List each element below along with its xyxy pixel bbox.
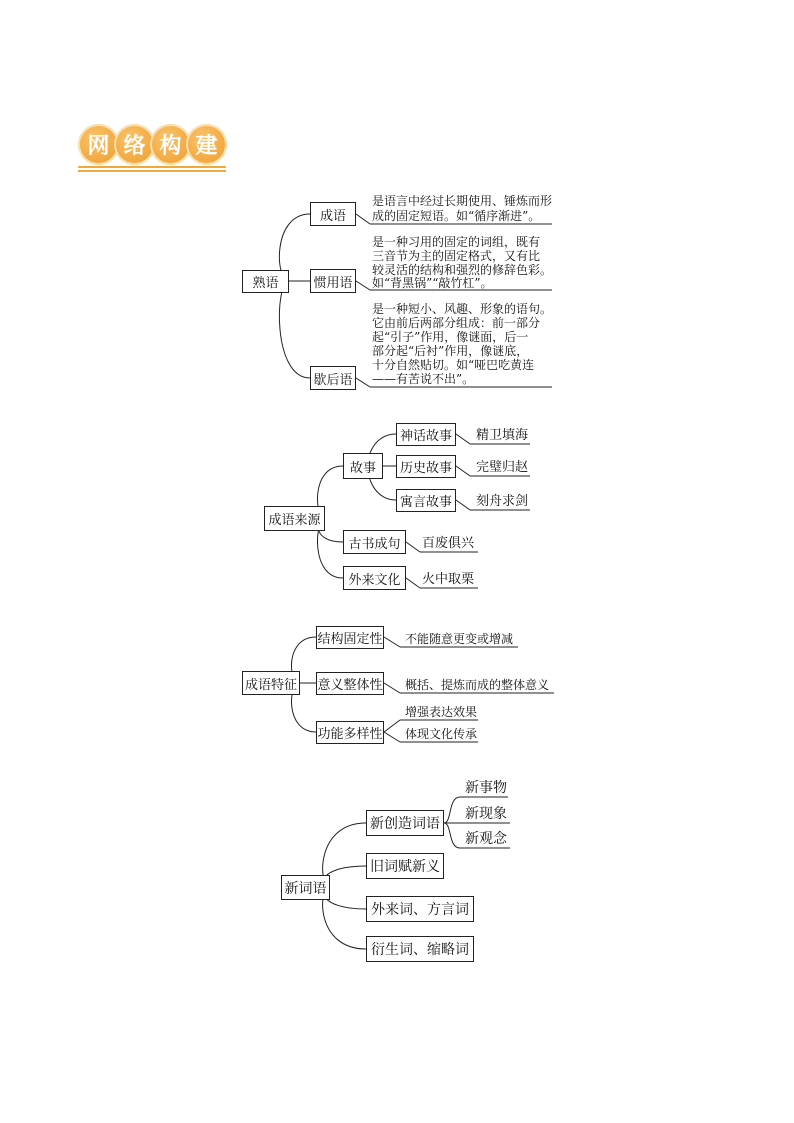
map4-node-old-new: 旧词赋新义 (366, 853, 444, 879)
map1-desc-line: 是一种短小、风趣、形象的语句。 (372, 302, 553, 316)
map3-desc: 概括、提炼而成的整体意义 (405, 678, 550, 692)
map3-node-function: 功能多样性 (316, 721, 384, 744)
map3-desc: 体现文化传承 (405, 727, 478, 741)
map1-desc-line: 三音节为主的固定格式，又有比 (372, 249, 541, 263)
header-char-1: 网 (78, 124, 119, 165)
map2-node-foreign: 外来文化 (343, 566, 406, 590)
map2-root: 成语来源 (264, 506, 325, 531)
map2-example: 刻舟求剑 (476, 494, 529, 509)
map4-node-derived: 衍生词、缩略词 (366, 936, 474, 962)
map2-node-myth: 神话故事 (396, 423, 456, 446)
header-char-4: 建 (186, 124, 227, 165)
map3-desc: 增强表达效果 (405, 705, 478, 719)
map3-root: 成语特征 (242, 671, 300, 695)
map1-desc-line: 起“引子”作用，像谜面，后一 (372, 330, 529, 344)
map1-desc-line: 成的固定短语。如“循序渐进”。 (372, 209, 541, 223)
map2-node-fable: 寓言故事 (396, 489, 456, 512)
map4-created-item: 新观念 (465, 831, 507, 847)
map3-node-meaning: 意义整体性 (316, 672, 384, 695)
map4-node-loan-dialect: 外来词、方言词 (366, 896, 474, 922)
map1-desc-line: 较灵活的结构和强烈的修辞色彩。 (372, 263, 553, 277)
map2-node-history: 历史故事 (396, 455, 456, 478)
map4-root: 新词语 (281, 875, 330, 900)
map1-desc-line: 部分起“后衬”作用，像谜底， (372, 344, 529, 358)
map1-root: 熟语 (242, 270, 289, 293)
map2-example: 百废俱兴 (422, 536, 475, 551)
map4-created-item: 新现象 (465, 806, 507, 822)
map3-node-structure: 结构固定性 (316, 626, 384, 649)
map4-created-item: 新事物 (465, 780, 507, 796)
header-char-3: 构 (150, 124, 191, 165)
map1-desc-line: 是一种习用的固定的词组，既有 (372, 235, 541, 249)
map1-node-guanyongyu: 惯用语 (310, 269, 356, 293)
map2-example: 精卫填海 (476, 428, 529, 443)
map3-desc: 不能随意更变或增减 (405, 632, 514, 646)
map2-node-ancient: 古书成句 (343, 530, 406, 554)
map2-example: 火中取栗 (422, 572, 475, 587)
map4-node-created: 新创造词语 (366, 810, 444, 836)
map1-desc-line: ——有苦说不出”。 (372, 372, 475, 386)
map1-desc-line: 如“背黑锅”“敲竹杠”。 (372, 276, 493, 290)
map1-node-xiehouyu: 歇后语 (310, 366, 356, 390)
header-char-2: 络 (114, 124, 155, 165)
map1-node-chengyu: 成语 (310, 202, 356, 226)
map1-desc-line: 是语言中经过长期使用、锤炼而形 (372, 194, 553, 208)
map2-node-story: 故事 (343, 453, 383, 479)
map2-example: 完璧归赵 (476, 460, 529, 475)
map1-desc-line: 它由前后两部分组成：前一部分 (372, 316, 541, 330)
map1-desc-line: 十分自然贴切。如“哑巴吃黄连 (372, 358, 535, 372)
